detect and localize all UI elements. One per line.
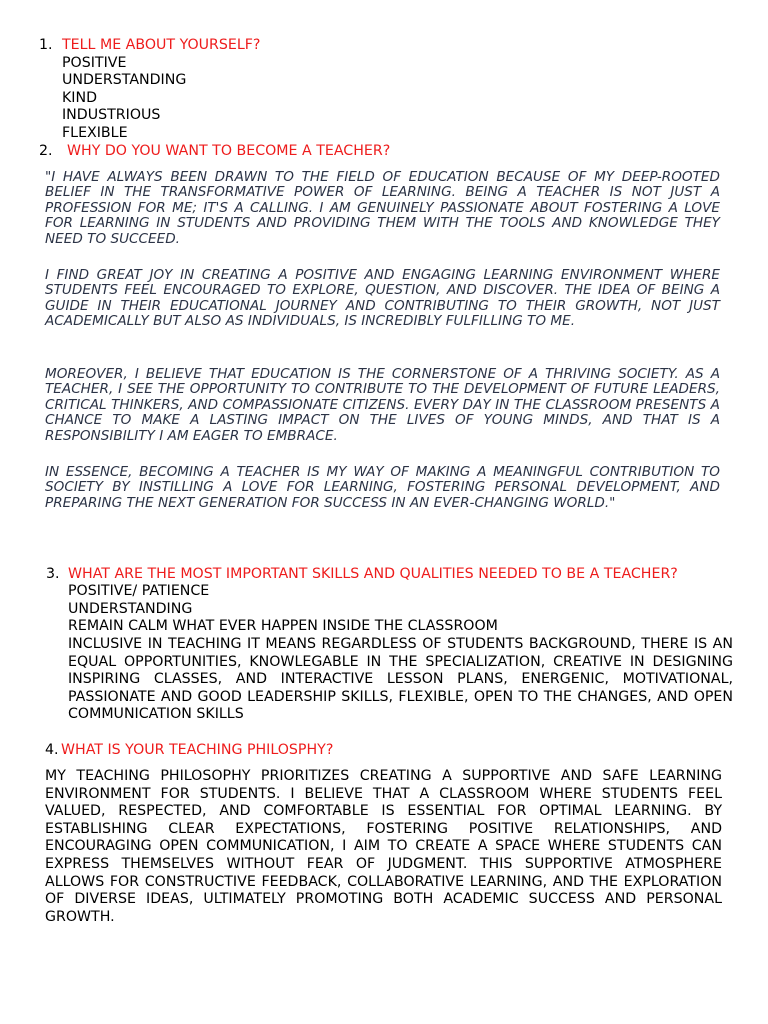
question-1-text: TELL ME ABOUT YOURSELF? xyxy=(62,37,261,53)
q2-answer-paragraph-4: IN ESSENCE, BECOMING A TEACHER IS MY WAY OF MAKING A MEANINGFUL CONTRIBUTION TO SOCIETY BY INSTILLING A LOVE FOR LEARNING, FOSTERING PERSONAL DEVELOPMENT, AND PREPARING THE NEXT GENERATION FOR SUCCESS IN AN EVER-CHANGING WORLD." xyxy=(45,464,720,511)
question-1-number: 1. xyxy=(39,37,53,53)
question-4-text: WHAT IS YOUR TEACHING PHILOSPHY? xyxy=(61,742,334,758)
q1-item-understanding: UNDERSTANDING xyxy=(62,72,187,88)
question-3-text: WHAT ARE THE MOST IMPORTANT SKILLS AND QUALITIES NEEDED TO BE A TEACHER? xyxy=(68,566,678,582)
question-2-text: WHY DO YOU WANT TO BECOME A TEACHER? xyxy=(67,143,391,159)
q1-item-industrious: INDUSTRIOUS xyxy=(62,107,161,123)
q4-answer: MY TEACHING PHILOSOPHY PRIORITIZES CREATING A SUPPORTIVE AND SAFE LEARNING ENVIRONMENT FOR STUDENTS. I BELIEVE THAT A CLASSROOM WHERE STUDENTS FEEL VALUED, RESPECTED, AND COMFORTABLE IS ESSENTIAL FOR OPTIMAL LEARNING. BY ESTABLISHING CLEAR EXPECTATIONS, FOSTERING POSITIVE RELATIONSHIPS, AND ENCOURAGING OPEN COMMUNICATION, I AIM TO CREATE A SPACE WHERE STUDENTS CAN EXPRESS THEMSELVES WITHOUT FEAR OF JUDGMENT. THIS SUPPORTIVE ATMOSPHERE ALLOWS FOR CONSTRUCTIVE FEEDBACK, COLLABORATIVE LEARNING, AND THE EXPLORATION OF DIVERSE IDEAS, ULTIMATELY PROMOTING BOTH ACADEMIC SUCCESS AND PERSONAL GROWTH. xyxy=(45,768,722,925)
q1-item-positive: POSITIVE xyxy=(62,55,127,71)
q3-item-remain-calm: REMAIN CALM WHAT EVER HAPPEN INSIDE THE CLASSROOM xyxy=(68,618,498,634)
q3-item-positive-patience: POSITIVE/ PATIENCE xyxy=(68,583,210,599)
q2-answer-paragraph-3: MOREOVER, I BELIEVE THAT EDUCATION IS THE CORNERSTONE OF A THRIVING SOCIETY. AS A TEACHER, I SEE THE OPPORTUNITY TO CONTRIBUTE TO THE DEVELOPMENT OF FUTURE LEADERS, CRITICAL THINKERS, AND COMPASSIONATE CITIZENS. EVERY DAY IN THE CLASSROOM PRESENTS A CHANCE TO MAKE A LASTING IMPACT ON THE LIVES OF YOUNG MINDS, AND THAT IS A RESPONSIBILITY I AM EAGER TO EMBRACE. xyxy=(45,366,720,444)
question-2-number: 2. xyxy=(39,143,53,159)
q1-item-flexible: FLEXIBLE xyxy=(62,125,128,141)
question-3-number: 3. xyxy=(46,566,60,582)
q2-answer-paragraph-2: I FIND GREAT JOY IN CREATING A POSITIVE AND ENGAGING LEARNING ENVIRONMENT WHERE STUDENTS FEEL ENCOURAGED TO EXPLORE, QUESTION, AND DISCOVER. THE IDEA OF BEING A GUIDE IN THEIR EDUCATIONAL JOURNEY AND CONTRIBUTING TO THEIR GROWTH, NOT JUST ACADEMICALLY BUT ALSO AS INDIVIDUALS, IS INCREDIBLY FULFILLING TO ME. xyxy=(45,267,720,330)
q2-answer-paragraph-1: "I HAVE ALWAYS BEEN DRAWN TO THE FIELD OF EDUCATION BECAUSE OF MY DEEP-ROOTED BELIEF IN THE TRANSFORMATIVE POWER OF LEARNING. BEING A TEACHER IS NOT JUST A PROFESSION FOR ME; IT'S A CALLING. I AM GENUINELY PASSIONATE ABOUT FOSTERING A LOVE FOR LEARNING IN STUDENTS AND PROVIDING THEM WITH THE TOOLS AND KNOWLEDGE THEY NEED TO SUCCEED. xyxy=(45,169,720,247)
q1-item-kind: KIND xyxy=(62,90,98,106)
question-4-number: 4. xyxy=(45,742,59,758)
q3-item-inclusive: INCLUSIVE IN TEACHING IT MEANS REGARDLESS OF STUDENTS BACKGROUND, THERE IS AN EQUAL OPPORTUNITIES, KNOWLEGABLE IN THE SPECIALIZATION, CREATIVE IN DESIGNING INSPIRING CLASSES, AND INTERACTIVE LESSON PLANS, ENERGENIC, MOTIVATIONAL, PASSIONATE AND GOOD LEADERSHIP SKILLS, FLEXIBLE, OPEN TO THE CHANGES, AND OPEN COMMUNICATION SKILLS xyxy=(68,636,733,723)
q3-item-understanding: UNDERSTANDING xyxy=(68,601,193,617)
